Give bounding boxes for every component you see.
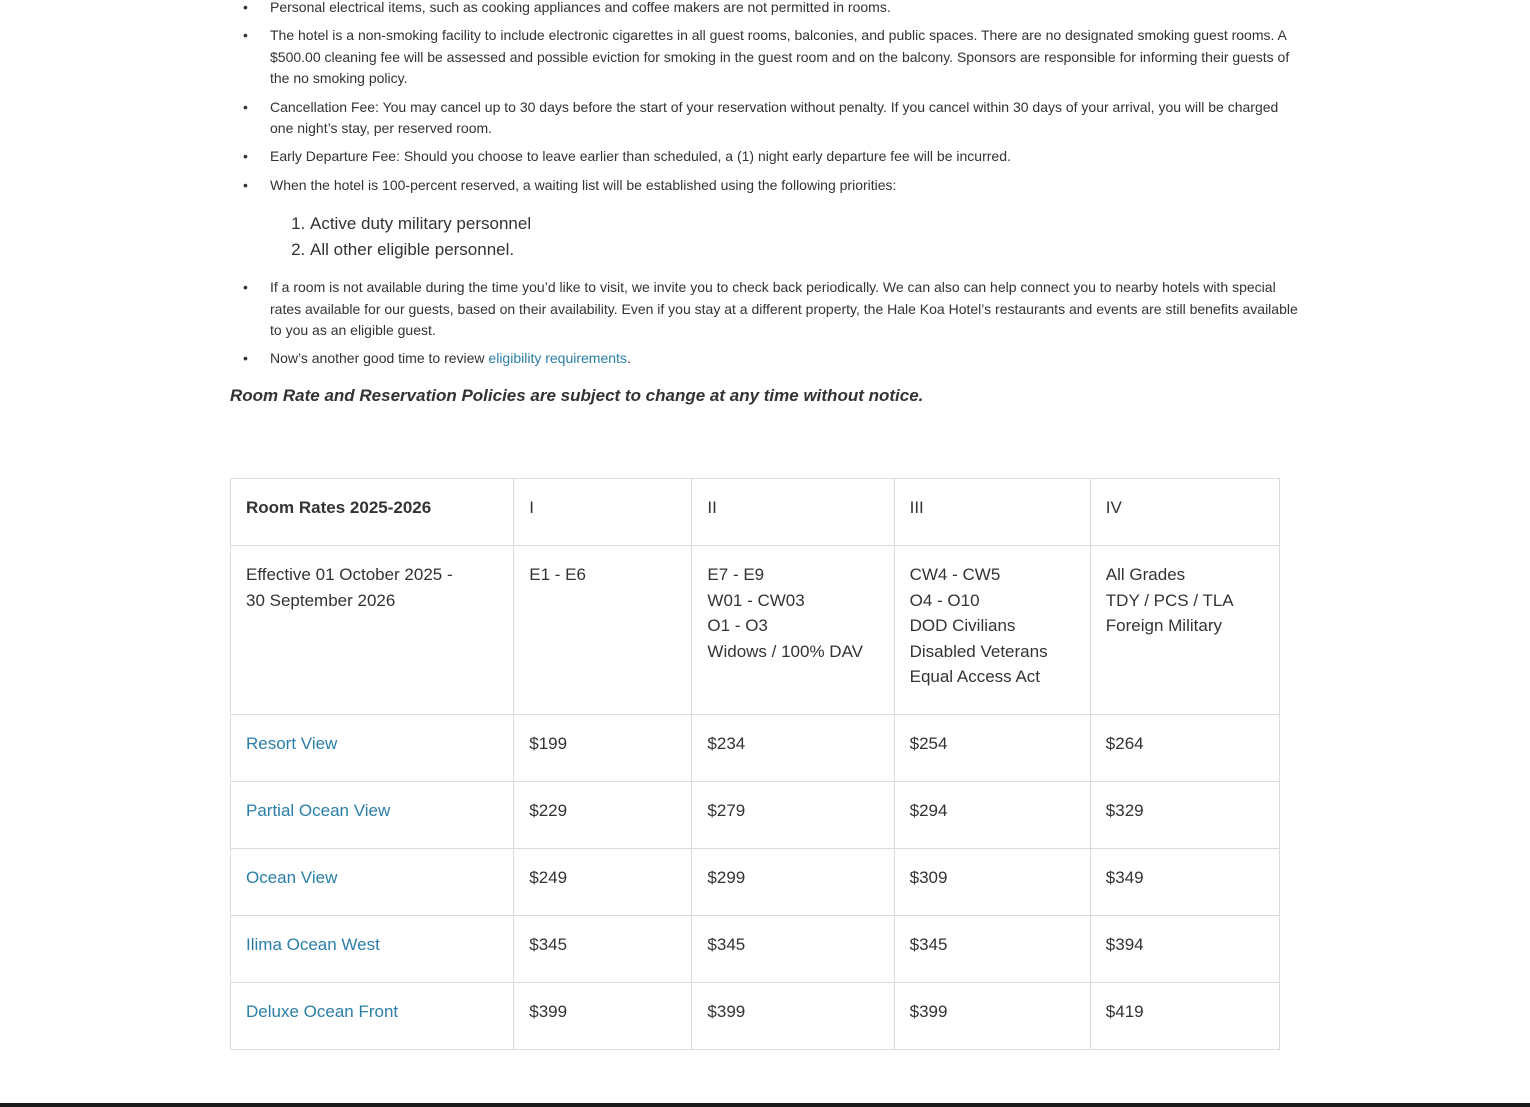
eligibility-line: W01 - CW03 (707, 590, 805, 610)
bullet: • (243, 279, 248, 296)
tier-eligibility (514, 546, 692, 715)
rate-cell: $399 (692, 983, 894, 1050)
rate-change-notice: Room Rate and Reservation Policies are subject to change at any time without notice. (230, 385, 924, 405)
tier-eligibility (692, 546, 894, 715)
eligibility-line: E1 - E6 (529, 565, 586, 584)
rate-cell: $399 (514, 983, 692, 1050)
rate-cell: $399 (894, 983, 1090, 1050)
rate-cell: $345 (692, 916, 894, 983)
eligibility-line: All Grades (1105, 565, 1186, 584)
rate-cell: $254 (894, 715, 1090, 782)
policy-item (230, 175, 1300, 196)
rate-cell: $199 (514, 715, 692, 782)
policy-text: When the hotel is 100-percent reserved, a waiting list will be established using the following priorities: (270, 176, 897, 193)
table-row (231, 715, 1280, 782)
rate-cell: $279 (692, 782, 894, 849)
review-suffix: . (626, 350, 631, 367)
room-type-cell (231, 916, 514, 983)
tier-header: III (894, 479, 1090, 546)
rate-cell: $329 (1090, 782, 1279, 849)
eligibility-line: E7 - E9 (707, 565, 765, 584)
policy-item (230, 348, 1300, 369)
tier-eligibility (894, 546, 1090, 715)
rate-cell: $394 (1090, 916, 1279, 983)
effective-line: Effective 01 October 2025 - (246, 565, 453, 584)
tier-header: II (692, 479, 894, 546)
review-prefix: Now’s another good time to review (270, 350, 489, 367)
policy-item (230, 277, 1300, 341)
rate-cell: $309 (894, 849, 1090, 916)
table-row (231, 782, 1280, 849)
rate-cell: $419 (1090, 983, 1279, 1050)
policy-text: Early Departure Fee: Should you choose to leave earlier than scheduled, a (1) night early departure fee will be incurred. (270, 148, 1011, 165)
room-link-deluxe-ocean-front[interactable]: Deluxe Ocean Front (246, 1002, 399, 1021)
table-row (231, 983, 1280, 1050)
room-type-cell (231, 715, 514, 782)
room-link-partial-ocean-view[interactable]: Partial Ocean View (246, 801, 391, 820)
table-row (231, 916, 1280, 983)
policy-text: Cancellation Fee: You may cancel up to 30 days before the start of your reservation without penalty. If you cancel within 30 days of your arrival, you will be charged one night’s stay, per reserved room. (270, 98, 1279, 137)
policy-text: The hotel is a non-smoking facility to include electronic cigarettes in all guest rooms, balconies, and public spaces. There are no designated smoking guest rooms. A $500.00 cleaning fee will be assessed and possible eviction for smoking in the guest room and on the balcony. Sponsors are responsible for informing their guests of the no smoking policy. (270, 27, 1290, 87)
room-type-cell (231, 849, 514, 916)
policy-list-continued (230, 277, 1300, 370)
rate-cell: $299 (692, 849, 894, 916)
policy-list (230, 0, 1300, 196)
eligibility-line: O4 - O10 (909, 590, 980, 610)
policy-text: Personal electrical items, such as cooking appliances and coffee makers are not permitted in rooms. (270, 0, 891, 15)
eligibility-line: O1 - O3 (707, 616, 768, 636)
policy-item (230, 146, 1300, 167)
rate-cell: $294 (894, 782, 1090, 849)
effective-line: 30 September 2026 (246, 590, 396, 610)
priority-item: 1. Active duty military personnel (310, 211, 1300, 237)
room-rates-table (230, 478, 1280, 1050)
policy-item (230, 25, 1300, 89)
rate-cell: $249 (514, 849, 692, 916)
priority-list (230, 211, 1300, 263)
rate-cell: $349 (1090, 849, 1279, 916)
bullet: • (243, 176, 248, 193)
eligibility-line: Equal Access Act (909, 667, 1041, 687)
room-link-ilima-ocean-west[interactable]: Ilima Ocean West (246, 935, 380, 954)
rate-cell: $264 (1090, 715, 1279, 782)
eligibility-line: Widows / 100% DAV (707, 641, 863, 661)
eligibility-requirements-link[interactable]: eligibility requirements (488, 350, 627, 367)
rate-cell: $234 (692, 715, 894, 782)
policies-section (230, 0, 1300, 408)
tier-header: IV (1090, 479, 1279, 546)
rate-cell: $345 (514, 916, 692, 983)
table-title: Room Rates 2025-2026 (231, 479, 514, 546)
eligibility-line: Disabled Veterans (909, 641, 1048, 661)
bullet: • (243, 148, 248, 165)
rate-cell: $229 (514, 782, 692, 849)
bullet: • (243, 0, 248, 15)
room-type-cell (231, 782, 514, 849)
eligibility-line: Foreign Military (1105, 616, 1222, 636)
room-type-cell (231, 983, 514, 1050)
table-header-row (231, 479, 1280, 546)
priority-item: 2. All other eligible personnel. (310, 237, 1300, 263)
eligibility-row (231, 546, 1280, 715)
eligibility-line: TDY / PCS / TLA (1105, 590, 1234, 610)
tier-header: I (514, 479, 692, 546)
policy-text: If a room is not available during the time you’d like to visit, we invite you to check back periodically. We can also can help connect you to nearby hotels with special rates available for our guests, based on their availability. Even if you stay at a different property, the Hale Koa Hotel’s restaurants and events are still benefits available to you as an eligible guest. (270, 279, 1298, 339)
room-link-ocean-view[interactable]: Ocean View (246, 868, 338, 887)
policy-item (230, 0, 1300, 18)
bullet: • (243, 98, 248, 115)
bullet: • (243, 350, 248, 367)
room-link-resort-view[interactable]: Resort View (246, 734, 338, 753)
effective-dates (231, 546, 514, 715)
rate-cell: $345 (894, 916, 1090, 983)
tier-eligibility (1090, 546, 1279, 715)
bullet: • (243, 27, 248, 44)
table-row (231, 849, 1280, 916)
eligibility-line: DOD Civilians (909, 616, 1016, 636)
policy-item (230, 97, 1300, 140)
eligibility-line: CW4 - CW5 (909, 565, 1001, 584)
footer-divider (0, 1103, 1530, 1107)
